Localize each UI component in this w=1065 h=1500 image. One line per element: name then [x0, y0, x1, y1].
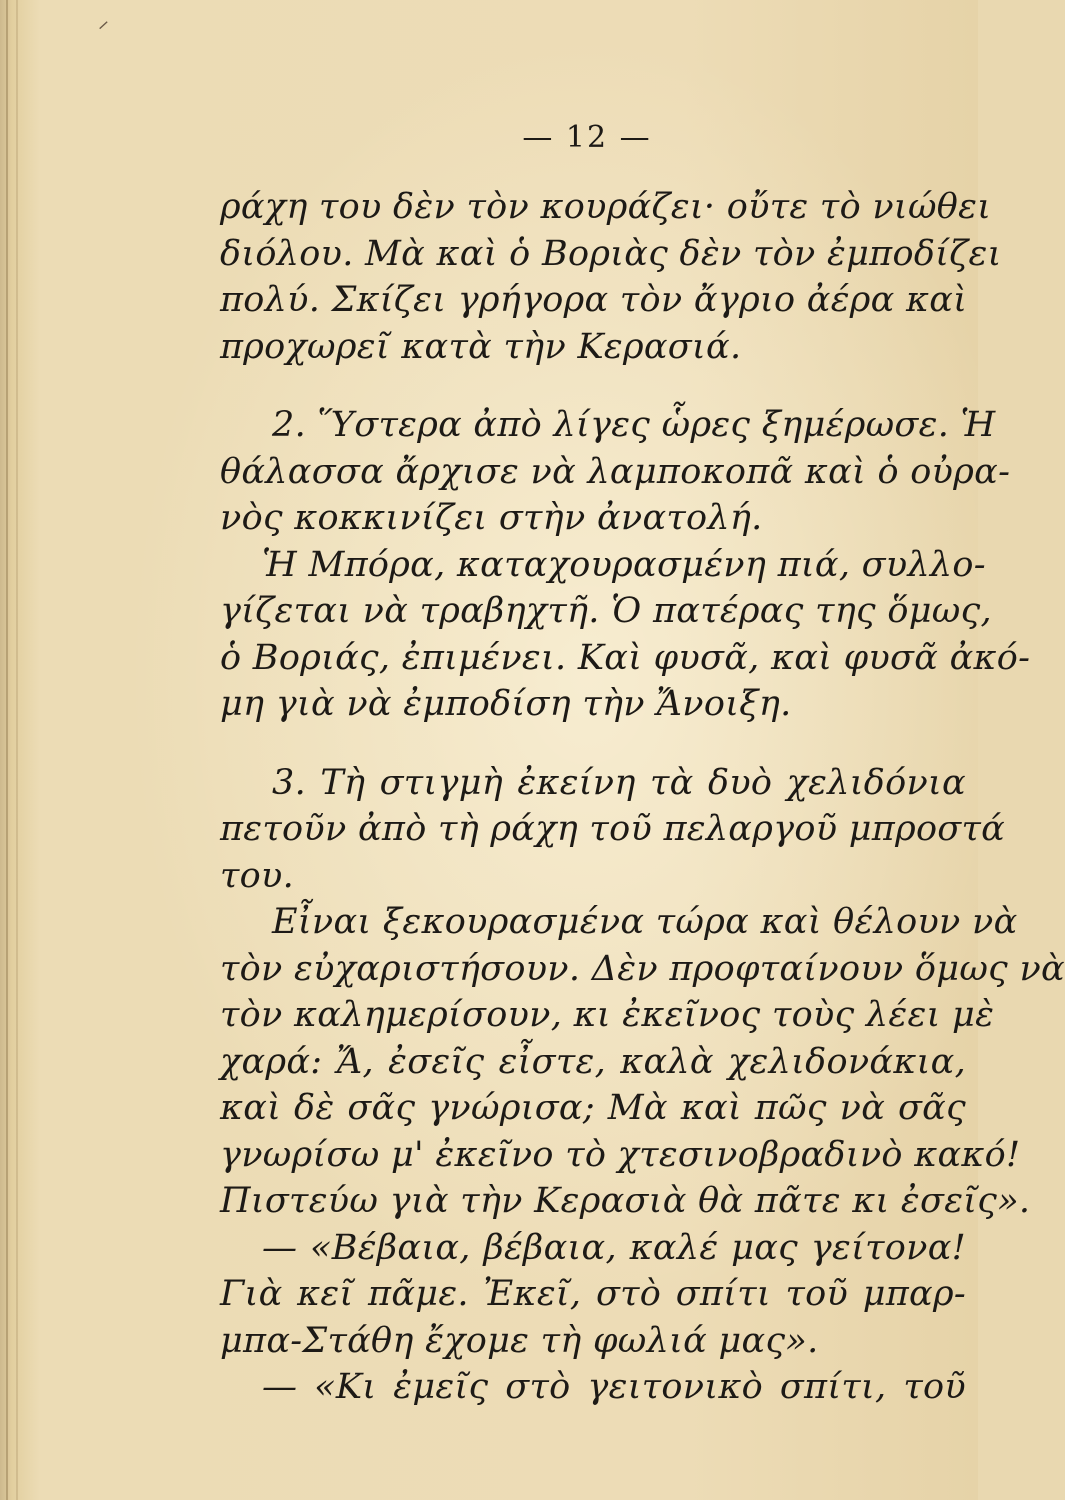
text-line: προχωρεῖ κατὰ τὴν Κερασιά.	[220, 326, 742, 367]
text-line: 3. Τὴ στιγμὴ ἐκείνη τὰ δυὸ χελιδόνια	[272, 762, 966, 803]
text-line: πολύ. Σκίζει γρήγορα τὸν ἄγριο ἀέρα καὶ	[220, 280, 968, 320]
text-line: τὸν καλημερίσουν, κι ἐκεῖνος τοὺς λέει μὲ	[220, 995, 995, 1035]
binding-edge	[6, 0, 8, 1500]
text-line: νὸς κοκκινίζει στὴν ἀνατολή.	[220, 498, 763, 538]
text-line: μη γιὰ νὰ ἐμποδίση τὴν Ἄνοιξη.	[220, 684, 792, 724]
text-line: μπα-Στάθη ἔχομε τὴ φωλιά μας».	[220, 1320, 819, 1361]
text-line: τὸν εὐχαριστήσουν. Δὲν προφταίνουν ὅμως νὰ	[220, 948, 1065, 989]
text-line: — «Βέβαια, βέβαια, καλέ μας γείτονα!	[262, 1227, 966, 1268]
text-line: θάλασσα ἄρχισε νὰ λαμποκοπᾶ καὶ ὁ οὐρα-	[220, 451, 1011, 492]
text-line: χαρά: Ἄ, ἐσεῖς εἶστε, καλὰ χελιδονάκια,	[220, 1041, 966, 1082]
text-line: 2. Ὕστερα ἀπὸ λίγες ὧρες ξημέρωσε. Ἡ	[272, 405, 996, 445]
pencil-mark: ᐟ	[96, 18, 106, 43]
text-line: γνωρίσω μ' ἐκεῖνο τὸ χτεσινοβραδινὸ κακό!	[220, 1134, 1021, 1175]
text-line: καὶ δὲ σᾶς γνώρισα; Μὰ καὶ πῶς νὰ σᾶς	[220, 1088, 966, 1128]
text-line: Ἡ Μπόρα, καταχουρασμένη πιά, συλλο-	[262, 544, 986, 585]
text-line: διόλου. Μὰ καὶ ὁ Βοριὰς δὲν τὸν ἐμποδίζει	[220, 233, 1002, 274]
text-line: γίζεται νὰ τραβηχτῆ. Ὁ πατέρας της ὅμως,	[220, 591, 992, 631]
text-line: πετοῦν ἀπὸ τὴ ράχη τοῦ πελαργοῦ μπροστά	[220, 809, 1006, 849]
text-line: Πιστεύω γιὰ τὴν Κερασιὰ θὰ πᾶτε κι ἐσεῖς».	[220, 1181, 1031, 1221]
text-line: ράχη του δὲν τὸν κουράζει· οὔτε τὸ νιώθει	[220, 187, 992, 227]
text-line: ὁ Βοριάς, ἐπιμένει. Καὶ φυσᾶ, καὶ φυσᾶ ἀκό-	[220, 637, 1031, 678]
body-text	[220, 184, 1065, 1411]
paragraph-gap	[220, 728, 966, 760]
paragraph-gap	[220, 370, 966, 402]
text-line: Εἶναι ξεκουρασμένα τώρα καὶ θέλουν νὰ	[272, 902, 1018, 942]
page-number: — 12 —	[522, 120, 652, 155]
binding-edge-shadow	[16, 0, 18, 1500]
text-line: του.	[220, 855, 295, 896]
text-line: — «Κι ἐμεῖς στὸ γειτονικὸ σπίτι, τοῦ	[262, 1367, 966, 1407]
text-line: Γιὰ κεῖ πᾶμε. Ἐκεῖ, στὸ σπίτι τοῦ μπαρ-	[220, 1274, 966, 1314]
